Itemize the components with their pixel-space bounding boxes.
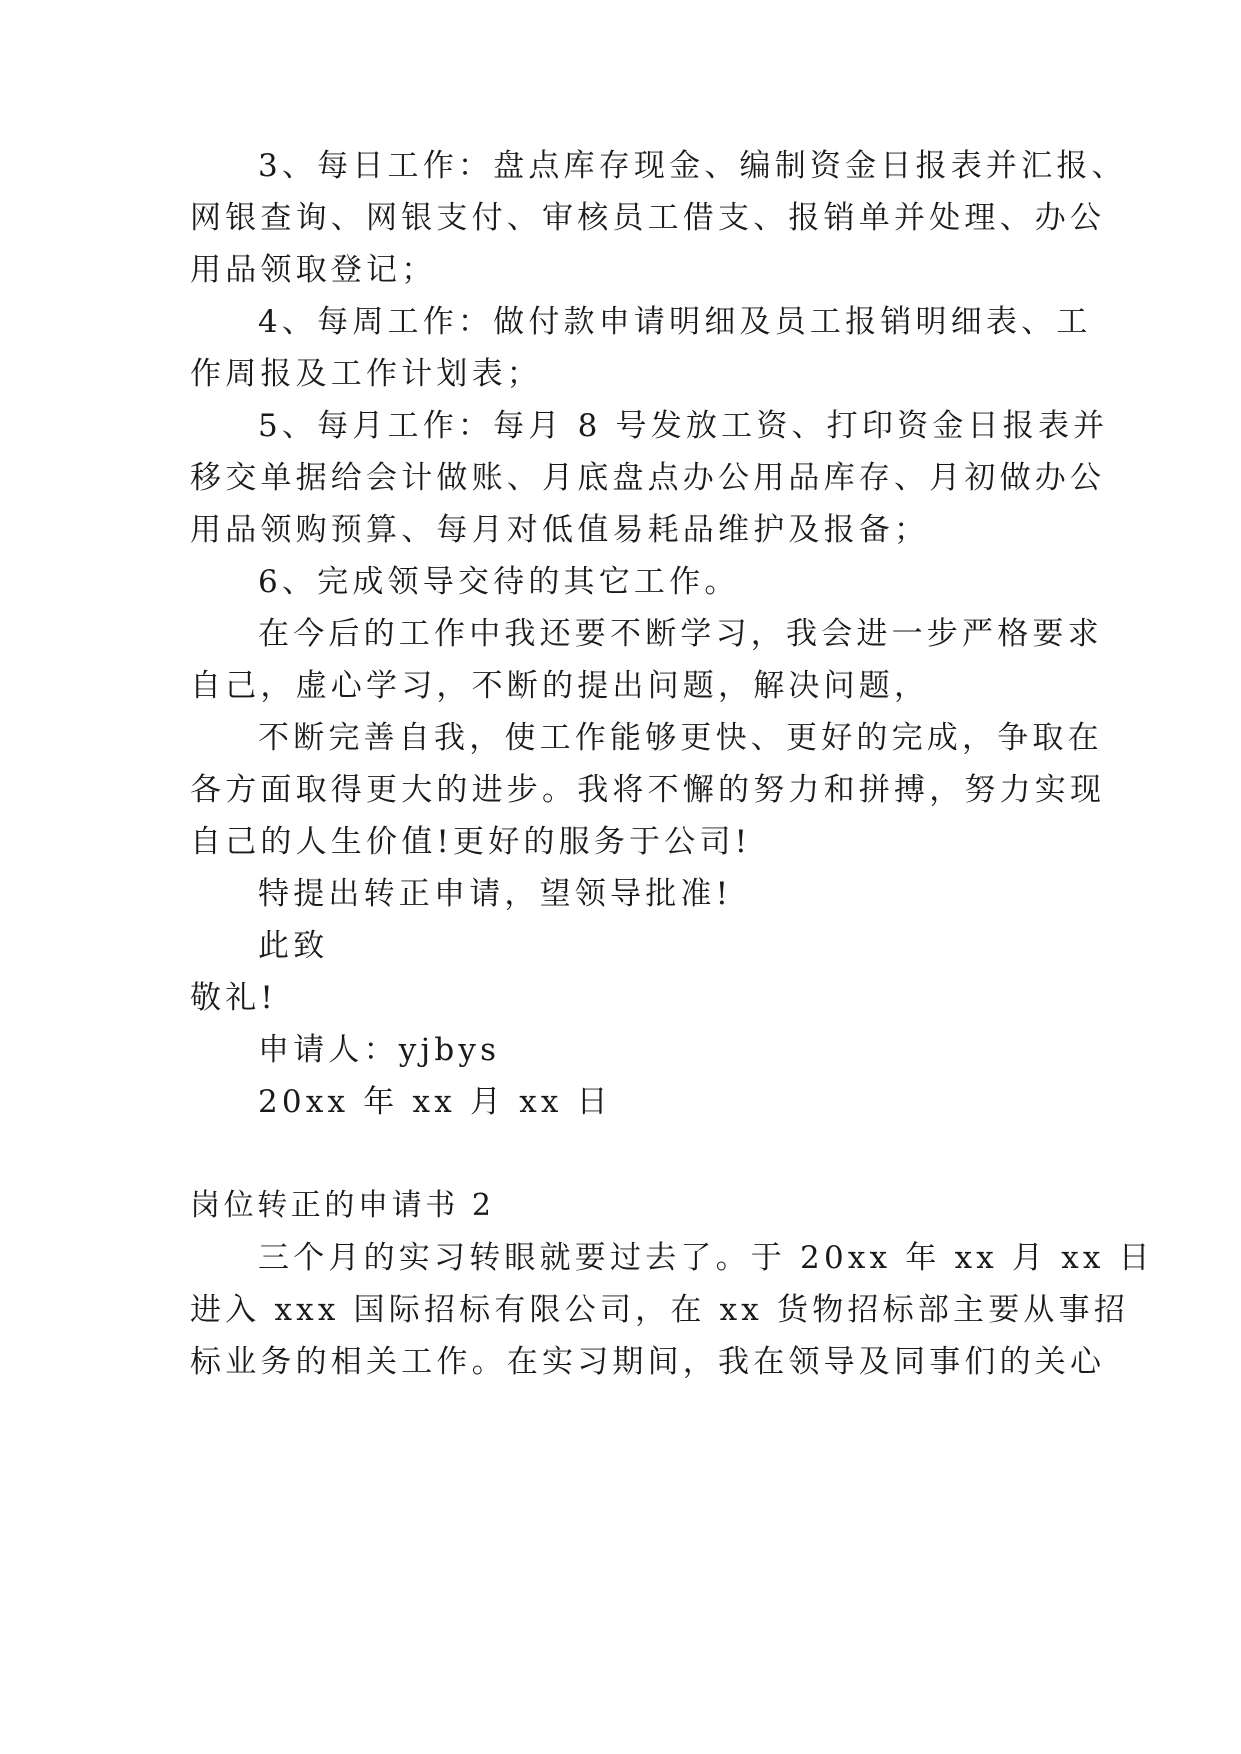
item6-line1: 6、完成领导交待的其它工作。: [258, 564, 740, 600]
item5-line2: 移交单据给会计做账、月底盘点办公用品库存、月初做办公: [190, 460, 1106, 496]
item3-line2: 网银查询、网银支付、审核员工借支、报销单并处理、办公: [190, 200, 1106, 236]
section2-paragraph-line1: 三个月的实习转眼就要过去了。于 20xx 年 xx 月 xx 日: [258, 1240, 1154, 1276]
improve-paragraph-line3: 自己的人生价值!更好的服务于公司!: [190, 824, 752, 860]
closing-salutation: 此致: [258, 928, 329, 964]
section2-paragraph-line2: 进入 xxx 国际招标有限公司，在 xx 货物招标部主要从事招: [190, 1292, 1130, 1328]
item4-line2: 作周报及工作计划表；: [190, 356, 542, 392]
item3-line3: 用品领取登记；: [190, 252, 437, 288]
improve-paragraph-line1: 不断完善自我，使工作能够更快、更好的完成，争取在: [258, 720, 1103, 756]
section2-paragraph-line3: 标业务的相关工作。在实习期间，我在领导及同事们的关心: [190, 1344, 1106, 1380]
closing-regards: 敬礼!: [190, 980, 278, 1016]
request-line: 特提出转正申请，望领导批准!: [258, 876, 733, 912]
applicant-line: 申请人：yjbys: [258, 1032, 501, 1068]
item5-line1: 5、每月工作：每月 8 号发放工资、打印资金日报表并: [258, 408, 1109, 444]
date-line: 20xx 年 xx 月 xx 日: [258, 1084, 612, 1120]
item4-line1: 4、每周工作：做付款申请明细及员工报销明细表、工: [258, 304, 1092, 340]
future-paragraph-line2: 自己，虚心学习，不断的提出问题，解决问题，: [190, 668, 930, 704]
future-paragraph-line1: 在今后的工作中我还要不断学习，我会进一步严格要求: [258, 616, 1103, 652]
improve-paragraph-line2: 各方面取得更大的进步。我将不懈的努力和拼搏，努力实现: [190, 772, 1106, 808]
section2-title: 岗位转正的申请书 2: [190, 1188, 495, 1223]
item5-line3: 用品领购预算、每月对低值易耗品维护及报备；: [190, 512, 930, 548]
item3-line1: 3、每日工作：盘点库存现金、编制资金日报表并汇报、: [258, 148, 1127, 184]
